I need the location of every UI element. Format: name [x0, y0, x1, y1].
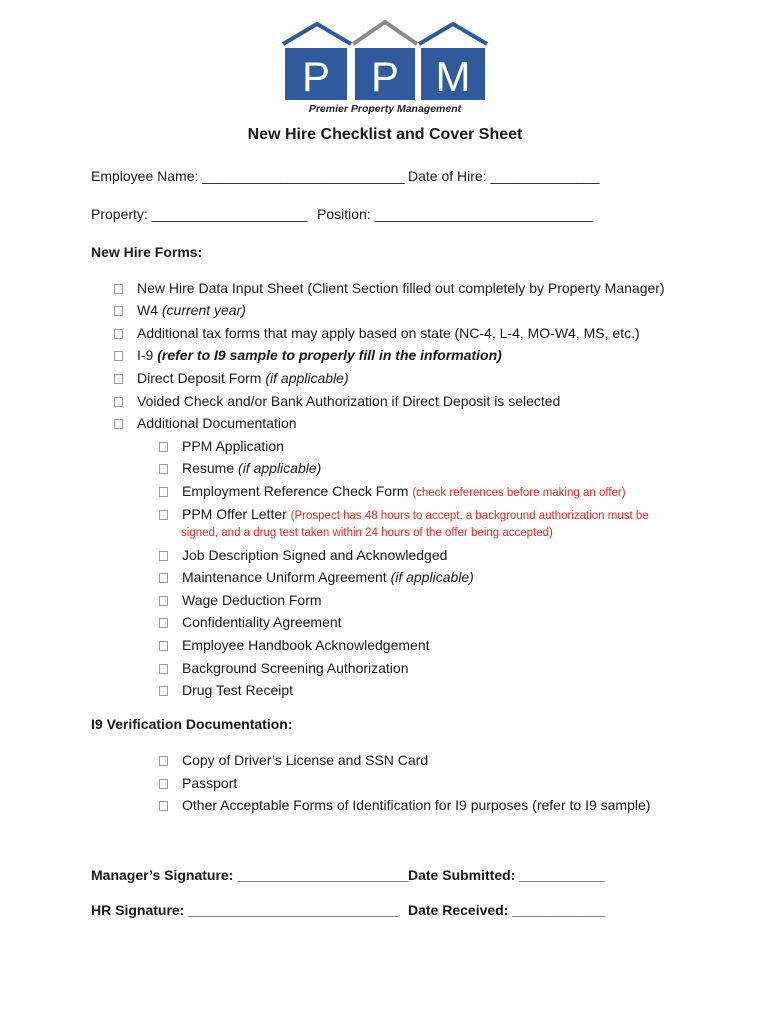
logo-tagline: Premier Property Management [308, 103, 462, 115]
logo-letter-3: M [435, 53, 471, 100]
item-text: Maintenance Uniform Agreement [182, 569, 391, 585]
item-text: Other Acceptable Forms of Identification for I9 purposes (refer to I9 sample) [182, 797, 651, 813]
date-submitted-field[interactable]: Date Submitted: ___________ [408, 867, 605, 883]
i9-checklist-item[interactable] [159, 752, 428, 768]
item-text: New Hire Data Input Sheet (Client Section filled out completely by Property Manager) [137, 280, 665, 296]
checkbox-icon[interactable] [159, 510, 168, 520]
checkbox-icon[interactable] [159, 641, 168, 651]
checklist-item[interactable] [114, 325, 640, 341]
i9-checklist-item[interactable] [159, 797, 650, 813]
item-text: Passport [182, 775, 238, 791]
manager-signature-field[interactable]: Manager’s Signature: ______________________ [91, 867, 409, 883]
checkbox-icon[interactable] [114, 284, 123, 294]
item-note: (refer to I9 sample to properly fill in the information) [157, 347, 502, 363]
item-text: Voided Check and/or Bank Authorization if Direct Deposit is selected [137, 393, 561, 409]
item-text: Job Description Signed and Acknowledged [182, 547, 448, 563]
logo-roofs [283, 22, 487, 44]
checkbox-icon[interactable] [159, 664, 168, 674]
hr-signature-field[interactable]: HR Signature: ___________________________ [91, 902, 399, 918]
item-text: I-9 [137, 347, 158, 363]
checkbox-icon[interactable] [159, 618, 168, 628]
checkbox-icon[interactable] [159, 487, 168, 497]
checklist-item[interactable] [114, 302, 246, 318]
sub-checklist-item[interactable] [159, 506, 649, 522]
ppm-logo [281, 20, 489, 116]
item-note: (if applicable) [390, 569, 474, 585]
item-text: Direct Deposit Form [137, 370, 266, 386]
item-text: Wage Deduction Form [182, 592, 322, 608]
item-note: (if applicable) [238, 460, 322, 476]
checkbox-icon[interactable] [114, 374, 123, 384]
i9-heading: I9 Verification Documentation: [91, 716, 293, 732]
sub-checklist-item[interactable] [159, 460, 321, 476]
i9-checklist-item[interactable] [159, 775, 237, 791]
sub-checklist-item[interactable] [159, 438, 284, 454]
logo-letter-2: P [370, 53, 400, 100]
checklist-item[interactable] [114, 370, 349, 386]
item-text: Drug Test Receipt [182, 682, 294, 698]
checklist-item[interactable] [114, 415, 297, 431]
checkbox-icon[interactable] [159, 596, 168, 606]
item-text: PPM Application [182, 438, 284, 454]
sub-checklist-item[interactable] [159, 483, 626, 499]
item-text: Employment Reference Check Form [182, 483, 413, 499]
item-text: Resume [182, 460, 239, 476]
item-text: W4 [137, 302, 162, 318]
date-received-field[interactable]: Date Received: ____________ [408, 902, 606, 918]
checkbox-icon[interactable] [159, 756, 168, 766]
item-note: (check references before making an offer) [412, 487, 626, 499]
sub-checklist-item[interactable] [159, 682, 293, 698]
checkbox-icon[interactable] [159, 551, 168, 561]
date-of-hire-field[interactable]: Date of Hire: ______________ [408, 168, 600, 184]
checklist-item[interactable] [114, 280, 665, 296]
item-text: Additional Documentation [137, 415, 297, 431]
sub-checklist-item[interactable] [159, 660, 408, 676]
checkbox-icon[interactable] [159, 573, 168, 583]
item-text: Employee Handbook Acknowledgement [182, 637, 430, 653]
sub-checklist-item[interactable] [159, 569, 474, 585]
item-text: Copy of Driver’s License and SSN Card [182, 752, 429, 768]
checkbox-icon[interactable] [114, 351, 123, 361]
item-note: (Prospect has 48 hours to accept, a background authorization must be [290, 510, 649, 522]
item-note: (current year) [161, 302, 246, 318]
new-hire-forms-heading: New Hire Forms: [91, 244, 203, 260]
sub-checklist-item[interactable] [159, 592, 322, 608]
checkbox-icon[interactable] [159, 686, 168, 696]
item-text: Background Screening Authorization [182, 660, 409, 676]
checkbox-icon[interactable] [114, 306, 123, 316]
property-field[interactable]: Property: ____________________ [91, 206, 308, 222]
item-text: PPM Offer Letter [182, 506, 291, 522]
item-text: Additional tax forms that may apply based on state (NC-4, L-4, MO-W4, MS, etc.) [137, 325, 640, 341]
page-title: New Hire Checklist and Cover Sheet [247, 126, 523, 143]
checkbox-icon[interactable] [159, 779, 168, 789]
sub-checklist-item[interactable] [159, 547, 447, 563]
checkbox-icon[interactable] [114, 397, 123, 407]
logo-letter-1: P [301, 53, 331, 100]
checklist-item[interactable] [114, 393, 560, 409]
item-note: (if applicable) [265, 370, 349, 386]
checkbox-icon[interactable] [114, 419, 123, 429]
sub-checklist-item[interactable] [159, 614, 342, 630]
sub-checklist-item[interactable] [159, 637, 430, 653]
checkbox-icon[interactable] [159, 464, 168, 474]
position-field[interactable]: Position: ____________________________ [317, 206, 593, 222]
item-text: Confidentiality Agreement [182, 614, 342, 630]
checkbox-icon[interactable] [159, 801, 168, 811]
checkbox-icon[interactable] [114, 329, 123, 339]
item-note-continued: signed, and a drug test taken within 24 hours of the offer being accepted) [181, 527, 553, 539]
employee-name-field[interactable]: Employee Name: __________________________ [91, 168, 405, 184]
checklist-item[interactable] [114, 347, 502, 363]
checkbox-icon[interactable] [159, 442, 168, 452]
